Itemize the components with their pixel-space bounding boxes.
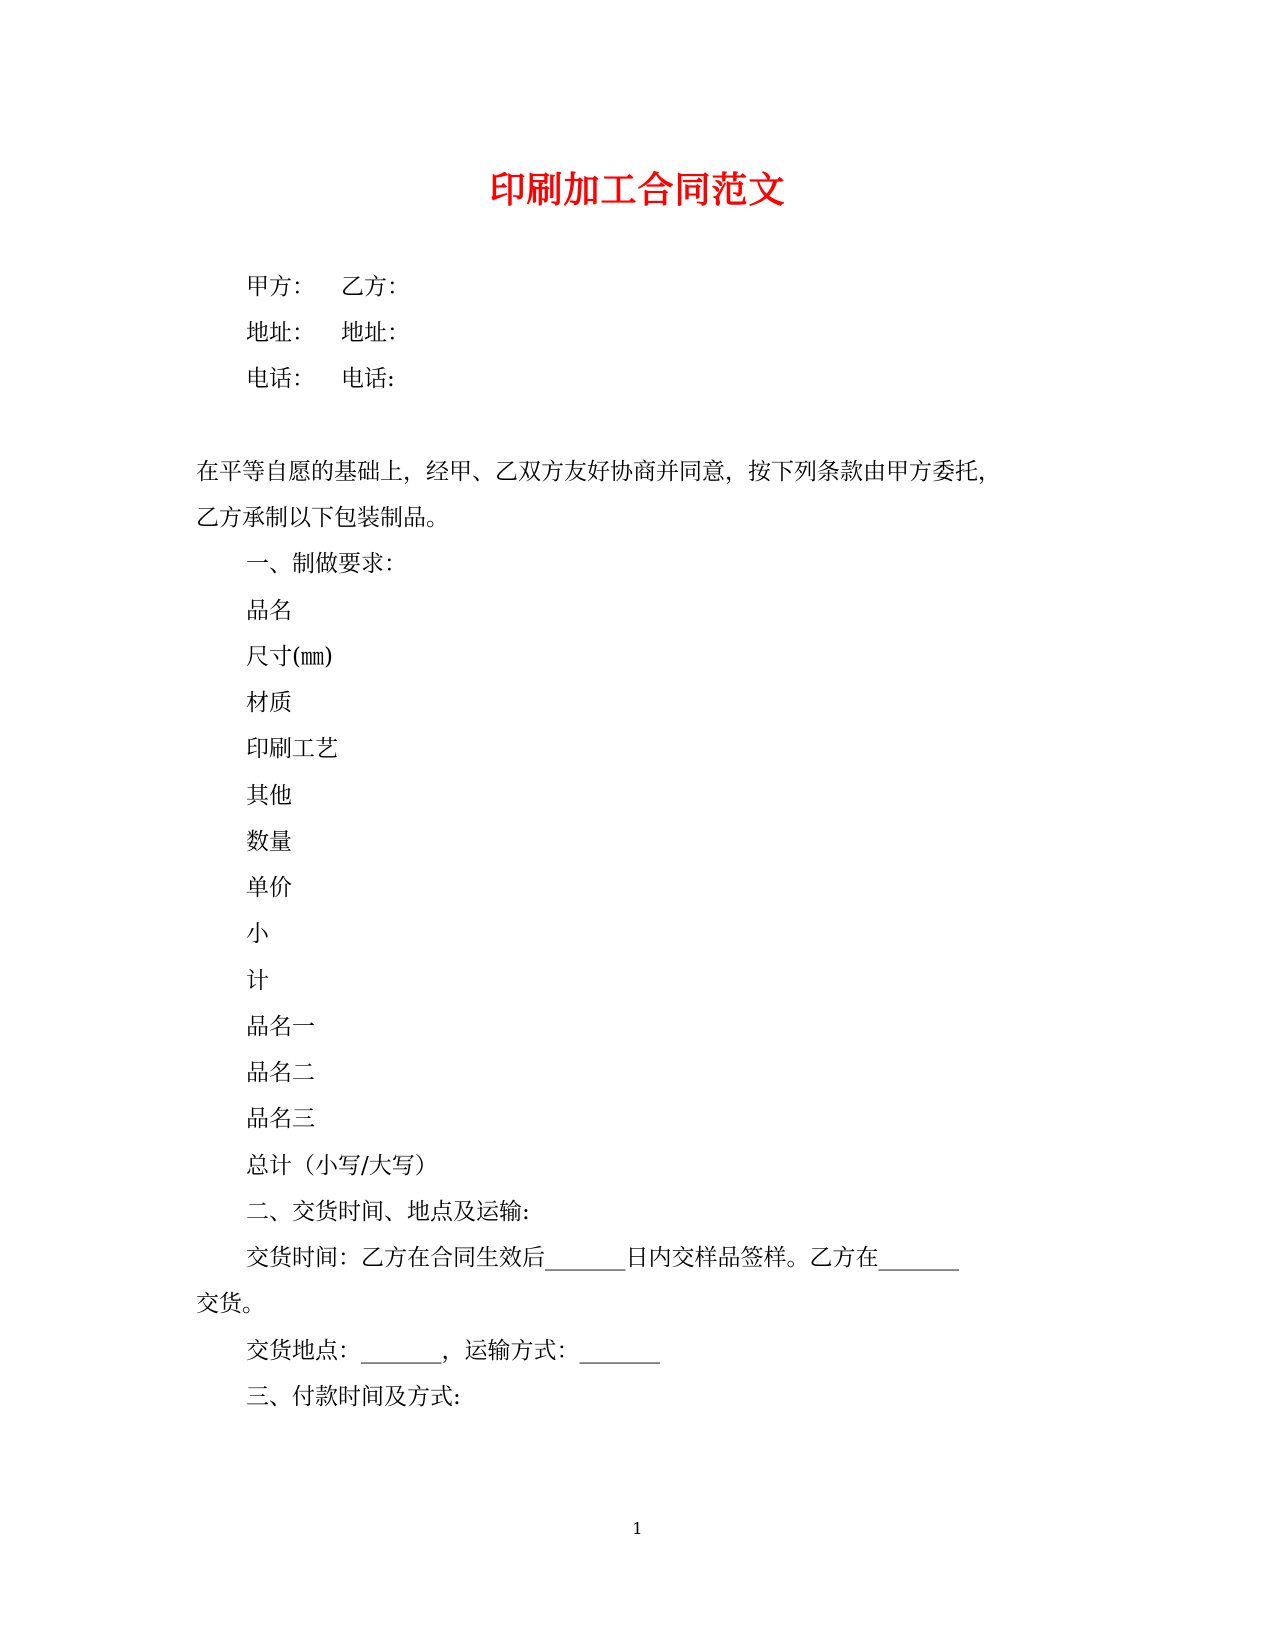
party-a-label: 甲方： — [246, 274, 315, 300]
list-item: 计 — [246, 968, 269, 994]
delivery-time-line-2: 交货。 — [196, 1291, 265, 1317]
document-title: 印刷加工合同范文 — [489, 169, 786, 211]
intro-line-2: 乙方承制以下包装制品。 — [196, 505, 449, 531]
list-item: 材质 — [246, 690, 292, 716]
intro-line-1: 在平等自愿的基础上，经甲、乙双方友好协商并同意，按下列条款由甲方委托， — [196, 459, 1001, 485]
delivery-place-line: 交货地点：_______，运输方式：_______ — [246, 1338, 660, 1364]
list-item: 尺寸(㎜) — [246, 644, 333, 670]
list-item: 单价 — [246, 875, 292, 901]
delivery-time-line-1: 交货时间：乙方在合同生效后_______日内交样品签样。乙方在_______ — [246, 1245, 959, 1271]
party-b-label: 乙方： — [341, 274, 410, 300]
page-number: 1 — [632, 1519, 643, 1538]
section1-heading: 一、制做要求： — [246, 551, 407, 577]
party-row — [246, 272, 410, 302]
list-item: 其他 — [246, 783, 292, 809]
phone-row — [246, 364, 395, 394]
list-item: 品名 — [246, 598, 292, 624]
list-item: 品名二 — [246, 1060, 315, 1086]
address-b-label: 地址： — [341, 320, 410, 346]
phone-a-label: 电话： — [246, 366, 315, 392]
list-item: 总计（小写/大写） — [246, 1153, 438, 1179]
phone-b-label: 电话: — [341, 366, 395, 392]
address-row — [246, 318, 410, 348]
address-a-label: 地址： — [246, 320, 315, 346]
list-item: 品名一 — [246, 1014, 315, 1040]
list-item: 印刷工艺 — [246, 736, 338, 762]
section2-heading: 二、交货时间、地点及运输: — [246, 1199, 530, 1225]
list-item: 品名三 — [246, 1106, 315, 1132]
list-item: 小 — [246, 921, 269, 947]
section3-heading: 三、付款时间及方式: — [246, 1384, 461, 1410]
list-item: 数量 — [246, 829, 292, 855]
